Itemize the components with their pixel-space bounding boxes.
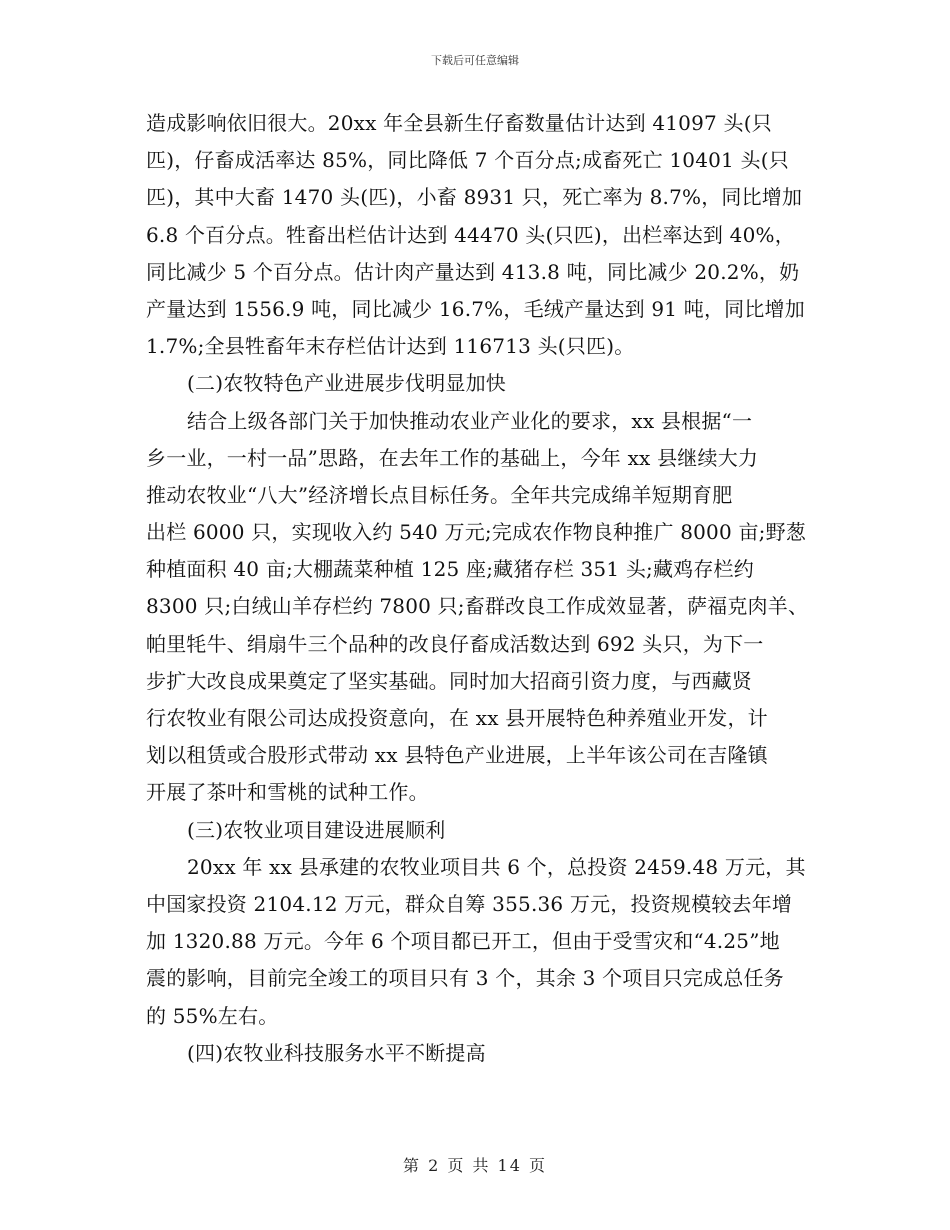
paragraph-line: 造成影响依旧很大。20xx 年全县新生仔畜数量估计达到 41097 头(只	[146, 111, 772, 135]
paragraph-line: 乡一业，一村一品”思路，在去年工作的基础上，今年 xx 县继续大力	[146, 445, 759, 470]
paragraph-line: 匹)，其中大畜 1470 头(匹)，小畜 8931 只，死亡率为 8.7%，同比增加	[146, 185, 803, 210]
paragraph-line: 步扩大改良成果奠定了坚实基础。同时加大招商引资力度，与西藏贤	[146, 668, 752, 693]
paragraph-line: 加 1320.88 万元。今年 6 个项目都已开工，但由于受雪灾和“4.25”地	[146, 929, 780, 954]
paragraph-line: 同比减少 5 个百分点。估计肉产量达到 413.8 吨，同比减少 20.2%，奶	[146, 259, 800, 284]
paragraph-line: 的 55%左右。	[146, 1003, 279, 1028]
document-body	[146, 105, 822, 1072]
paragraph-line: 开展了茶叶和雪桃的试种工作。	[146, 780, 429, 805]
paragraph-line: 结合上级各部门关于加快推动农业产业化的要求，xx 县根据“一	[187, 408, 753, 433]
page-header-note: 下载后可任意编辑	[431, 54, 519, 67]
section-heading-3: (三)农牧业项目建设进展顺利	[187, 817, 446, 842]
paragraph-line: 产量达到 1556.9 吨，同比减少 16.7%，毛绒产量达到 91 吨，同比增加	[146, 296, 805, 321]
section-heading-2: (二)农牧特色产业进展步伐明显加快	[187, 371, 507, 396]
paragraph-line: 推动农牧业“八大”经济增长点目标任务。全年共完成绵羊短期育肥	[146, 482, 733, 507]
paragraph-line: 种植面积 40 亩;大棚蔬菜种植 125 座;藏猪存栏 351 头;藏鸡存栏约	[146, 557, 754, 582]
paragraph-line: 划以租赁或合股形式带动 xx 县特色产业进展，上半年该公司在吉隆镇	[146, 743, 768, 768]
paragraph-line: 中国家投资 2104.12 万元，群众自筹 355.36 万元，投资规模较去年增	[146, 891, 793, 916]
paragraph-line: 行农牧业有限公司达成投资意向，在 xx 县开展特色种养殖业开发，计	[146, 706, 768, 730]
paragraph-line: 出栏 6000 只，实现收入约 540 万元;完成农作物良种推广 8000 亩;野葱	[146, 520, 806, 545]
page-number-footer: 第 2 页 共 14 页	[403, 1156, 547, 1175]
paragraph-line: 帕里牦牛、绢扇牛三个品种的改良仔畜成活数达到 692 头只，为下一	[146, 631, 764, 656]
paragraph-line: 1.7%;全县牲畜年末存栏估计达到 116713 头(只匹)。	[146, 334, 635, 359]
paragraph-line: 8300 只;白绒山羊存栏约 7800 只;畜群改良工作成效显著，萨福克肉羊、	[146, 594, 809, 619]
paragraph-line: 20xx 年 xx 县承建的农牧业项目共 6 个，总投资 2459.48 万元，其	[187, 854, 806, 879]
paragraph-line: 震的影响，目前完全竣工的项目只有 3 个，其余 3 个项目只完成总任务	[146, 966, 784, 991]
section-heading-4: (四)农牧业科技服务水平不断提高	[187, 1040, 486, 1065]
paragraph-line: 匹)，仔畜成活率达 85%，同比降低 7 个百分点;成畜死亡 10401 头(只	[146, 148, 789, 173]
paragraph-line: 6.8 个百分点。牲畜出栏估计达到 44470 头(只匹)，出栏率达到 40%，	[146, 222, 795, 247]
